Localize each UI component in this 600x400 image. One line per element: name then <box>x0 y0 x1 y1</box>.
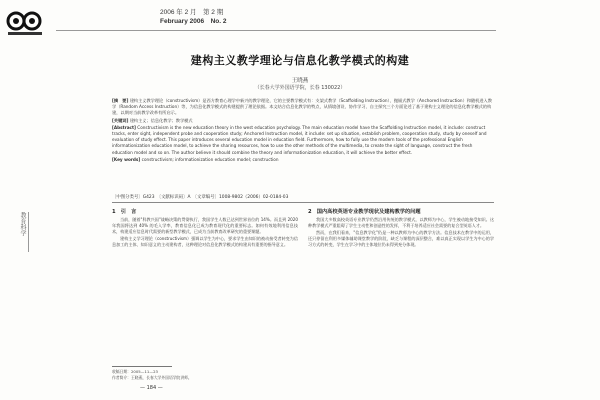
author-name: 王晓燕 <box>291 78 309 84</box>
footnote-author-bio: 作者简介：王晓燕，长春大学外国语学院讲师。 <box>112 374 192 380</box>
issue-cn: 2006 年 2 月 第 2 期 <box>160 9 224 16</box>
abstract-cn-label: [摘 要] <box>112 98 129 103</box>
side-column-bar <box>28 212 29 252</box>
page-number: — 184 — <box>140 385 163 391</box>
body-column-left <box>112 208 298 250</box>
issue-en: February 2006 No. 2 <box>160 18 227 25</box>
author-affiliation: （长春大学外国语学院，长春 130022） <box>254 85 346 91</box>
abstract-en-label: [Abstract] <box>112 124 136 130</box>
header-rule <box>56 30 496 31</box>
abstract-block <box>112 98 494 164</box>
footnote-received: 收稿日期：2005—11—23 <box>112 369 158 374</box>
article-title: 建构主义教学理论与信息化教学模式的构建 <box>190 54 410 67</box>
section1-paragraph: 当前，随着"科教兴国"战略决策的贯彻执行，我国学生人数已达到世界首位的 14%。而且到 2020 年我国将达到 40% 的毛入学率，教育信息化已成为教育现代化的重要标志。如何有效地利用信息技术，构建适应信息时代需要的新型教学模式，已成为当前教育改革研究的重要课题。 <box>112 217 298 235</box>
section-divider <box>112 202 494 203</box>
issue-header <box>160 8 226 26</box>
keywords-en <box>112 157 494 163</box>
side-column-label: 教育科学 <box>19 212 26 236</box>
classification-line: 〔中图分类号〕G423 〔文献标识码〕A 〔文章编号〕1008-9802（2006）02-0184-03 <box>112 195 289 200</box>
keywords-cn <box>112 118 494 124</box>
journal-logo-icon <box>6 8 50 38</box>
section2-paragraph: 我国大多数高校英语专业教学仍然沿用传统的教学模式，以教师为中心，学生被动地接受知识。这种教学模式严重阻碍了学生主动性和创造性的发挥，不利于培养适应社会需要的复合型英语人才。 <box>308 217 494 229</box>
abstract-en <box>112 125 494 156</box>
body-column-right <box>308 208 494 250</box>
abstract-cn-text: 建构主义教学理论（constructivism）是西方教育心理学中新兴的教学理论，它的主要教学模式有：支架式教学（Scaffolding Instruction）、抛锚式教学（Anchored Instruction）和随机进入教学（Random Access Instruction）等，为信息化教学模式的构建提供了理论依据。本文结合信息化教学的特点，从情境创设、协作学习、自主探究三个方面论述了基于建构主义理论的信息化教学模式的构建，以期对当前教学改革有所启示。 <box>112 98 492 116</box>
section2-heading: 2 国内高校英语专业教学现状及建构教学的问题 <box>308 209 421 215</box>
section1-heading: 1 引 言 <box>112 209 137 215</box>
abstract-en-text: Constructivism is the new education theory in the west education psychology. The main education model have the Scaffolding Instruction model, it include: construct tracks, enter sight, independent probe and cooperation study; Anchored Instruction model, it include: set up situation, establish problem, cooperation study, study by oneself and evaluation of study effect. This paper introduces several education model in education field. Furthermore, how to fully use the modern tools of the professional English informationization education model, to achieve the sharing resources, how to use the other methods of the multimedia, to create the sight of language, construct the fresh education model and so on. The author believe it should combine the theory and informationization education, it will achieve the better effect. <box>112 124 487 155</box>
footnote <box>112 369 192 380</box>
keywords-en-text: constructivism; informationization education model; construction <box>141 156 279 162</box>
keywords-en-label: [Key words] <box>112 156 141 162</box>
keywords-cn-text: 建构主义；信息化教学；教学模式 <box>129 117 193 123</box>
section1-paragraph: 建构主义学习理论（constructivism）强调以学生为中心，要求学生由知识的被动接受者转变为信息加工的主体、知识意义的主动建构者，这种理论对信息化教学模式的构建具有重要的指导意义。 <box>112 236 298 248</box>
section2-paragraph: 然而，在我们看来，"信息教学化"仍是一种以教师为中心的教学方法。信息技术在教学中的运用，还只停留在利用多媒体辅助课堂教学的阶段，缺乏与课程的深层整合，难以真正实现以学生为中心的学习方式的转变，学生在学习中的主体地位仍未得到充分体现。 <box>308 230 494 248</box>
keywords-cn-label: [关键词] <box>112 117 129 123</box>
footnote-rule <box>112 366 172 367</box>
abstract-cn <box>112 98 494 117</box>
